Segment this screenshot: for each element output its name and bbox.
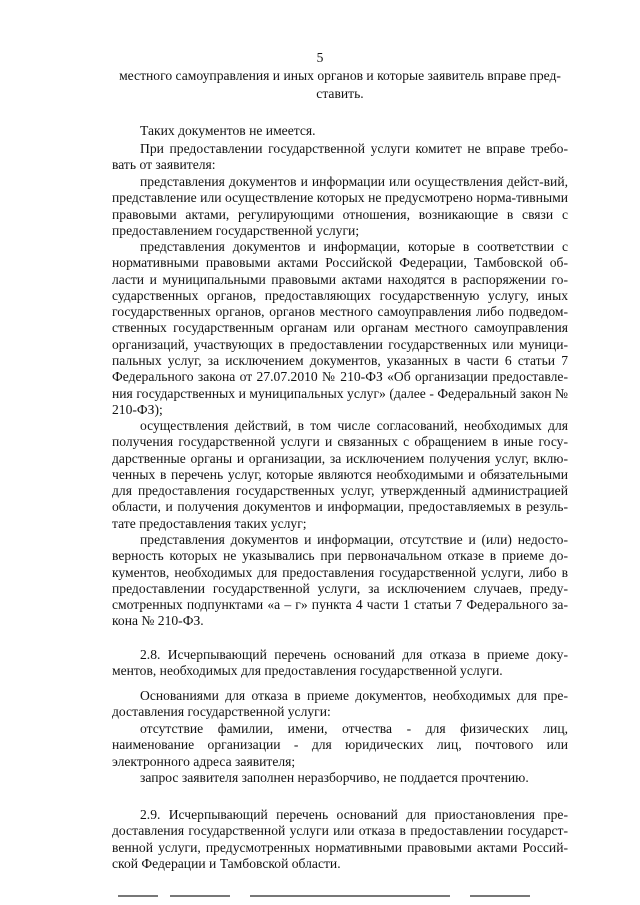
paragraph-continuation-end: ставить.	[316, 86, 364, 101]
paragraph-item-actions: представления документов и информации или осуществления дейст-вий, представление или осуществление которых не предусмотрено норма-тивными правовыми актами, регулирующими отношения, возникающие в связи с предоставлением государственной услуги;	[112, 174, 568, 238]
paragraph-missing-name: отсутствие фамилии, имени, отчества - для физических лиц, наименование организации - для юридических лиц, почтового или электронного адреса заявителя;	[112, 721, 568, 769]
paragraph-grounds: Основаниями для отказа в приеме документов, необходимых для пре-доставления государственной услуги:	[112, 688, 568, 720]
paragraph-item-missing: представления документов и информации, отсутствие и (или) недосто-верность которых не указывались при первоначальном отказе в приеме до-кументов, необходимых для предоставления государственной услуги, либо в предоставлении государственной услуги, за исключением случаев, преду-смотренных подпунктами «а – г» пункта 4 части 1 статьи 7 Федерального за-кона № 210-ФЗ.	[112, 532, 568, 629]
paragraph-not-entitled: При предоставлении государственной услуги комитет не вправе требо-вать от заявителя:	[112, 141, 568, 173]
paragraph-illegible: запрос заявителя заполнен неразборчиво, не поддается прочтению.	[140, 770, 529, 785]
section-heading-2-8: 2.8. Исчерпывающий перечень оснований для отказа в приеме доку-ментов, необходимых для предоставления государственной услуги.	[112, 647, 568, 679]
page-number: 5	[316, 50, 324, 65]
scan-edge-artifact	[0, 893, 640, 899]
paragraph-no-documents: Таких документов не имеется.	[140, 123, 316, 138]
paragraph-continuation: местного самоуправления и иных органов и которые заявитель вправе пред-	[119, 68, 561, 83]
paragraph-item-approvals: осуществления действий, в том числе согласований, необходимых для получения государственной услуги и связанных с обращением в иные госу-дарственные органы и организации, за исключением получения услуг, вклю-ченных в перечень услуг, которые являются необходимыми и обязательными для предоставления государственных услуг, утвержденный администрацией области, и получения документов и информации, предоставляемых в резуль-тате предоставления таких услуг;	[112, 418, 568, 531]
paragraph-item-documents: представления документов и информации, которые в соответствии с нормативными правовыми актами Российской Федерации, Тамбовской об-ласти и муниципальными правовыми актами находятся в распоряжении го-сударственных органов, предоставляющих государственную услугу, иных государственных органов, органов местного самоуправления либо подведом-ственных государственным органам или органам местного самоуправления организаций, участвующих в предоставлении государственных или муници-пальных услуг, за исключением документов, указанных в части 6 статьи 7 Федерального закона от 27.07.2010 № 210-ФЗ «Об организации предоставле-ния государственных и муниципальных услуг» (далее - Федеральный закон № 210-ФЗ);	[112, 239, 568, 417]
section-heading-2-9: 2.9. Исчерпывающий перечень оснований для приостановления пре-доставления государственной услуги или отказа в предоставлении государст-венной услуги, предусмотренных нормативными правовыми актами Россий-ской Федерации и Тамбовской области.	[112, 807, 568, 871]
